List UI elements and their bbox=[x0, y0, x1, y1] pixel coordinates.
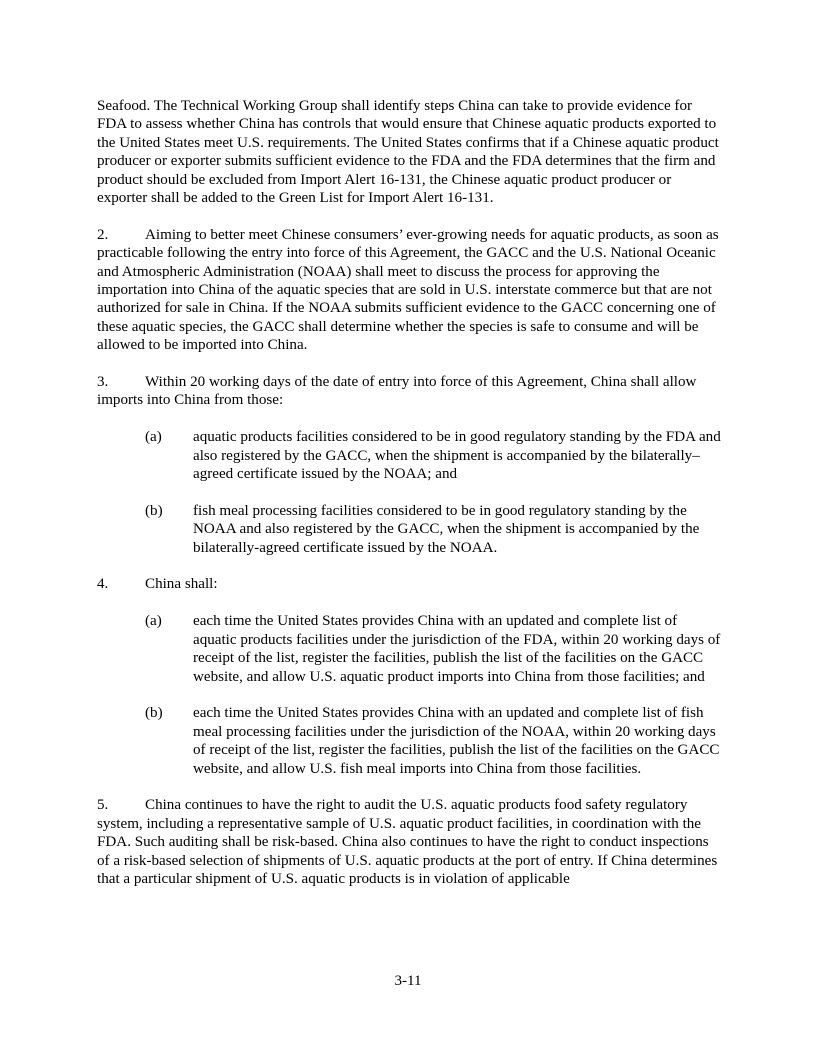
page-body bbox=[97, 97, 722, 907]
list-item bbox=[97, 428, 722, 483]
paragraph-text: Within 20 working days of the date of entry into force of this Agreement, China shall allow imports into China from those: bbox=[97, 374, 697, 409]
list-item bbox=[97, 612, 722, 686]
page-number: 3-11 bbox=[394, 973, 422, 989]
paragraph-4-items bbox=[97, 612, 722, 778]
item-label: (b) bbox=[145, 705, 163, 722]
paragraph-text: China shall: bbox=[145, 576, 218, 593]
continuation-text: Seafood. The Technical Working Group shall identify steps China can take to provide evidence for FDA to assess whether China has controls that would ensure that Chinese aquatic products exported to the United States meet U.S. requirements. The United States confirms that if a Chinese aquatic product producer or exporter submits sufficient evidence to the FDA and the FDA determines that the firm and product should be excluded from Import Alert 16-131, the Chinese aquatic product producer or exporter shall be added to the Green List for Import Alert 16-131. bbox=[97, 98, 719, 207]
paragraph-3 bbox=[97, 373, 722, 410]
item-text: each time the United States provides China with an updated and complete list of aquatic products facilities under the jurisdiction of the FDA, within 20 working days of receipt of the list, register the facilities, publish the list of the facilities on the GACC website, and allow U.S. aquatic product imports into China from those facilities; and bbox=[193, 613, 721, 685]
paragraph-3-items bbox=[97, 428, 722, 557]
paragraph-text: China continues to have the right to audit the U.S. aquatic products food safety regulatory system, including a representative sample of U.S. aquatic product facilities, in coordination with the FDA. Such auditing shall be risk-based. China also continues to have the right to conduct inspections of a risk-based selection of shipments of U.S. aquatic products at the port of entry. If China determines that a particular shipment of U.S. aquatic products is in violation of applicable bbox=[97, 797, 718, 887]
paragraph-number: 5. bbox=[97, 797, 109, 814]
paragraph-text: Aiming to better meet Chinese consumers’ ever-growing needs for aquatic products, as soon as practicable following the entry into force of this Agreement, the GACC and the U.S. National Oceanic and Atmospheric Administration (NOAA) shall meet to discuss the process for approving the importation into China of the aquatic species that are sold in U.S. interstate commerce but that are not authorized for sale in China. If the NOAA submits sufficient evidence to the GACC concerning one of these aquatic species, the GACC shall determine whether the species is safe to consume and will be allowed to be imported into China. bbox=[97, 226, 719, 354]
item-text: aquatic products facilities considered to be in good regulatory standing by the FDA and also registered by the GACC, when the shipment is accompanied by the bilaterally–agreed certificate issued by the NOAA; and bbox=[193, 429, 721, 483]
item-label: (a) bbox=[145, 429, 162, 446]
list-item bbox=[97, 704, 722, 778]
item-text: fish meal processing facilities considered to be in good regulatory standing by the NOAA and also registered by the GACC, when the shipment is accompanied by the bilaterally-agreed certificate issued by the NOAA. bbox=[193, 502, 700, 556]
paragraph-5 bbox=[97, 796, 722, 888]
item-text: each time the United States provides China with an updated and complete list of fish meal processing facilities under the jurisdiction of the NOAA, within 20 working days of receipt of the list, register the facilities, publish the list of the facilities on the GACC website, and allow U.S. fish meal imports into China from those facilities. bbox=[193, 705, 720, 777]
item-label: (a) bbox=[145, 613, 162, 630]
paragraph-2 bbox=[97, 226, 722, 355]
continuation-paragraph bbox=[97, 97, 722, 207]
paragraph-4 bbox=[97, 575, 722, 593]
item-label: (b) bbox=[145, 502, 163, 519]
paragraph-number: 2. bbox=[97, 226, 109, 243]
paragraph-number: 3. bbox=[97, 374, 109, 391]
list-item bbox=[97, 502, 722, 557]
paragraph-number: 4. bbox=[97, 576, 109, 593]
